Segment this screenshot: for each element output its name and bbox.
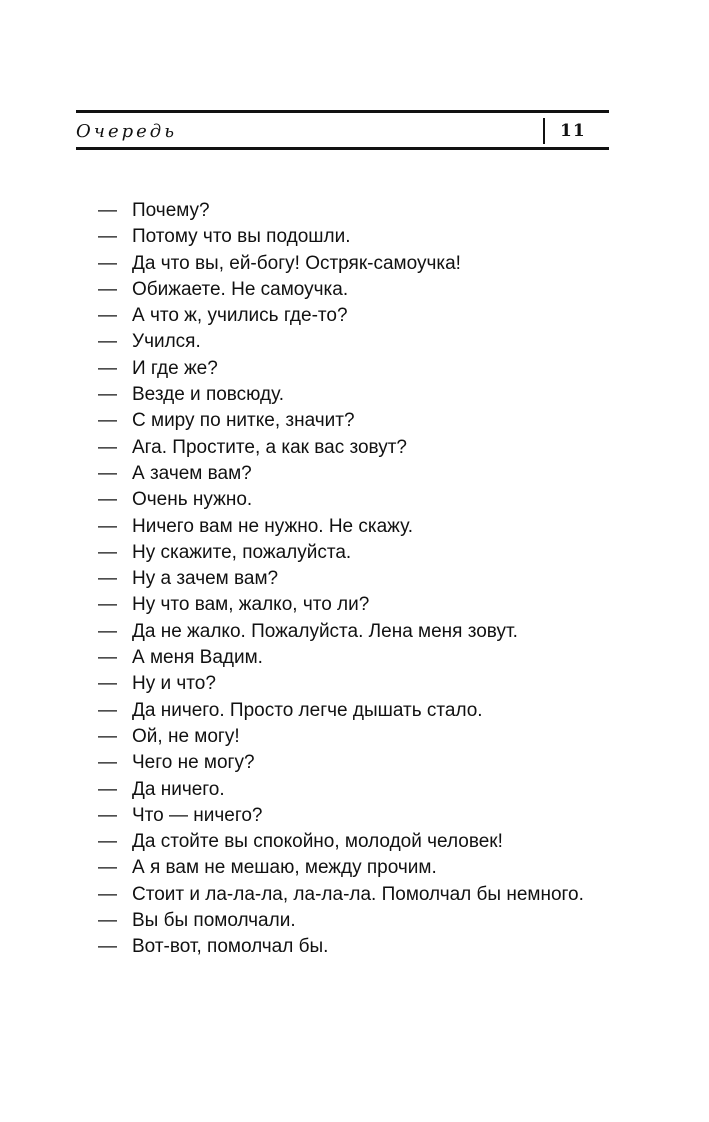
dialogue-line-text: А меня Вадим. (132, 647, 263, 669)
dialogue-dash: — (98, 752, 117, 774)
dialogue-line (98, 356, 584, 382)
dialogue-line (98, 461, 584, 487)
dialogue-line-text: С миру по нитке, значит? (132, 410, 355, 432)
dialogue-line (98, 698, 584, 724)
dialogue-line (98, 671, 584, 697)
dialogue-dash: — (98, 462, 117, 484)
dialogue-line-text: Да не жалко. Пожалуйста. Лена меня зовут. (132, 620, 518, 642)
dialogue-line (98, 882, 584, 908)
dialogue-dash: — (98, 568, 117, 590)
running-header (76, 110, 609, 150)
dialogue-line-text: А зачем вам? (132, 462, 252, 484)
dialogue-dash: — (98, 804, 117, 826)
dialogue-dash: — (98, 436, 117, 458)
dialogue-line-text: Что — ничего? (132, 804, 263, 826)
dialogue-line-text: Ну что вам, жалко, что ли? (132, 594, 370, 616)
dialogue-line (98, 829, 584, 855)
dialogue-line (98, 908, 584, 934)
dialogue-line (98, 855, 584, 881)
dialogue-line (98, 329, 584, 355)
dialogue-line-text: А я вам не мешаю, между прочим. (132, 857, 437, 879)
dialogue-dash: — (98, 305, 117, 327)
dialogue-line-text: Чего не могу? (132, 752, 255, 774)
dialogue-line (98, 803, 584, 829)
dialogue-line-text: Ну а зачем вам? (132, 568, 279, 590)
dialogue-line-text: Да что вы, ей-богу! Остряк-самоучка! (132, 252, 461, 274)
dialogue-dash: — (98, 226, 117, 248)
dialogue-line (98, 408, 584, 434)
dialogue-line-text: Стоит и ла-ла-ла, ла-ла-ла. Помолчал бы немного. (132, 883, 584, 905)
dialogue-line-text: Да ничего. (132, 778, 225, 800)
dialogue-dash: — (98, 200, 117, 221)
dialogue-dash: — (98, 594, 117, 616)
dialogue-dash: — (98, 541, 117, 563)
dialogue-dash: — (98, 699, 117, 721)
dialogue-line (98, 724, 584, 750)
dialogue-line-text: Да ничего. Просто легче дышать стало. (132, 699, 483, 721)
page-number: 11 (560, 121, 586, 141)
dialogue-line (98, 750, 584, 776)
dialogue-dash: — (98, 831, 117, 853)
dialogue-line (98, 277, 584, 303)
dialogue-dash: — (98, 936, 117, 958)
dialogue-line-text: А что ж, учились где-то? (132, 305, 348, 327)
dialogue-line (98, 514, 584, 540)
dialogue-dash: — (98, 489, 117, 511)
dialogue-line-text: Везде и повсюду. (132, 384, 284, 406)
dialogue-line-text: Ну скажите, пожалуйста. (132, 541, 352, 563)
dialogue-line-text: Почему? (132, 200, 210, 221)
dialogue-line (98, 382, 584, 408)
dialogue-dash: — (98, 647, 117, 669)
dialogue-dash: — (98, 778, 117, 800)
dialogue-line-text: Обижаете. Не самоучка. (132, 278, 349, 300)
dialogue-dash: — (98, 357, 117, 379)
header-separator (543, 118, 545, 144)
dialogue-dash: — (98, 673, 117, 695)
dialogue-line-text: Вы бы помолчали. (132, 910, 296, 932)
dialogue-line-text: Ничего вам не нужно. Не скажу. (132, 515, 413, 537)
dialogue-dash: — (98, 515, 117, 537)
dialogue-dash: — (98, 857, 117, 879)
dialogue-line-text: Учился. (132, 331, 201, 353)
dialogue-line (98, 777, 584, 803)
dialogue-line (98, 198, 584, 224)
dialogue-line (98, 934, 584, 960)
dialogue-line (98, 303, 584, 329)
dialogue-dash: — (98, 725, 117, 747)
dialogue-line-text: Вот-вот, помолчал бы. (132, 936, 329, 958)
dialogue-line (98, 487, 584, 513)
dialogue-line (98, 435, 584, 461)
dialogue-line (98, 566, 584, 592)
dialogue-text (98, 198, 584, 961)
dialogue-line (98, 645, 584, 671)
dialogue-dash: — (98, 620, 117, 642)
dialogue-dash: — (98, 910, 117, 932)
dialogue-dash: — (98, 252, 117, 274)
running-title: Очередь (76, 121, 177, 142)
dialogue-line-text: Ага. Простите, а как вас зовут? (132, 436, 407, 458)
dialogue-line (98, 251, 584, 277)
dialogue-line-text: И где же? (132, 357, 218, 379)
dialogue-line (98, 619, 584, 645)
dialogue-dash: — (98, 384, 117, 406)
dialogue-dash: — (98, 331, 117, 353)
dialogue-dash: — (98, 410, 117, 432)
dialogue-line (98, 224, 584, 250)
dialogue-line (98, 592, 584, 618)
dialogue-line-text: Ой, не могу! (132, 725, 240, 747)
dialogue-line-text: Очень нужно. (132, 489, 253, 511)
dialogue-dash: — (98, 883, 117, 905)
dialogue-line (98, 540, 584, 566)
dialogue-line-text: Да стойте вы спокойно, молодой человек! (132, 831, 503, 853)
dialogue-dash: — (98, 278, 117, 300)
dialogue-line-text: Ну и что? (132, 673, 216, 695)
dialogue-line-text: Потому что вы подошли. (132, 226, 351, 248)
